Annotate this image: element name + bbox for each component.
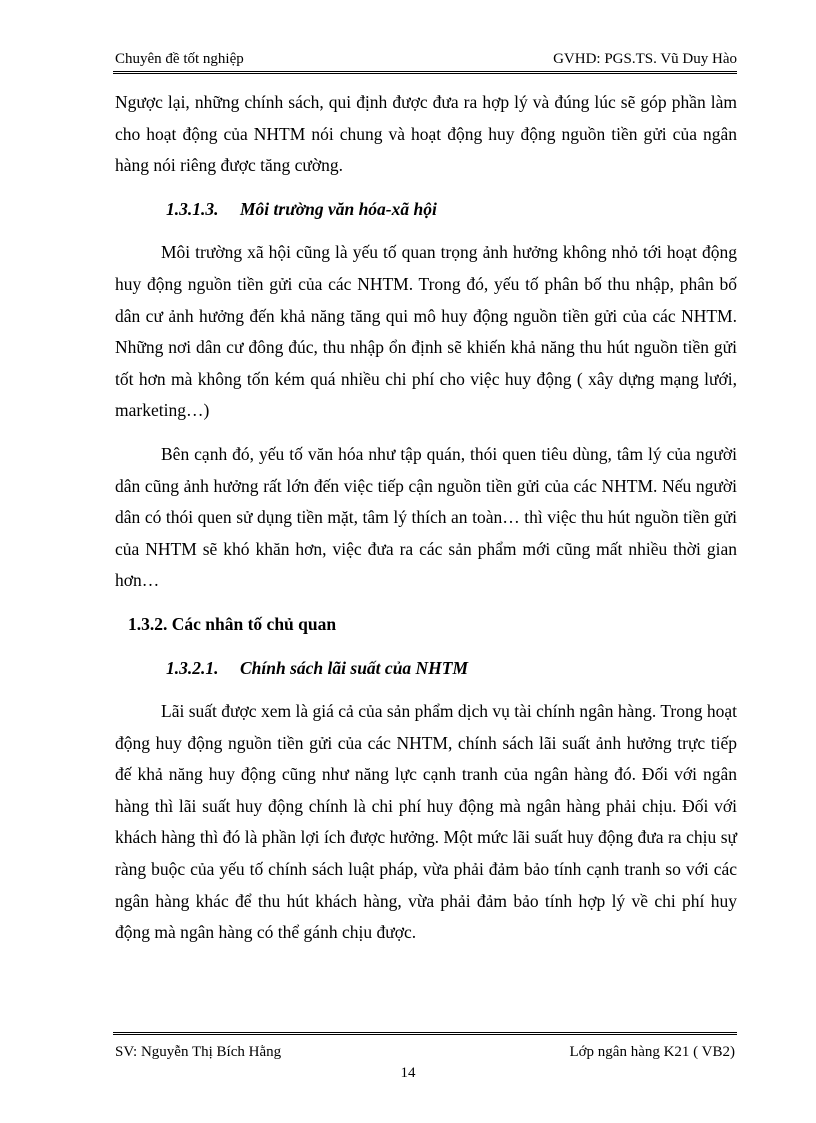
heading-number: 1.3.1.3. bbox=[166, 198, 219, 219]
heading-1-3-1-3 bbox=[115, 194, 737, 226]
footer-student-name: SV: Nguyễn Thị Bích Hằng bbox=[115, 1044, 282, 1060]
heading-title: Chính sách lãi suất của NHTM bbox=[240, 657, 469, 678]
header-supervisor: GVHD: PGS.TS. Vũ Duy Hào bbox=[553, 51, 737, 67]
footer-divider bbox=[113, 1032, 737, 1035]
paragraph-interest-rate-policy: Lãi suất được xem là giá cả của sản phẩm dịch vụ tài chính ngân hàng. Trong hoạt động huy động nguồn tiền gửi của các NHTM, chính sách lãi suất ảnh hưởng trực tiếp đế khả năng huy động cũng như năng lực cạnh tranh của ngân hàng đó. Đối với ngân hàng thì lãi suất huy động chính là chi phí huy động mà ngân hàng phải chịu. Đối với khách hàng thì đó là phần lợi ích được hưởng. Một mức lãi suất huy động đưa ra chịu sự ràng buộc của yếu tố chính sách luật pháp, vừa phải đảm bảo tính cạnh tranh so với các ngân hàng khác để thu hút khách hàng, vừa phải đảm bảo tính hợp lý về chi phí huy động mà ngân hàng có thể gánh chịu được. bbox=[115, 701, 737, 943]
page-header bbox=[113, 49, 737, 71]
heading-number: 1.3.2.1. bbox=[166, 657, 219, 678]
paragraph-policy-conclusion: Ngược lại, những chính sách, qui định được đưa ra hợp lý và đúng lúc sẽ góp phần làm cho hoạt động của NHTM nói chung và hoạt động huy động nguồn tiền gửi của ngân hàng nói riêng được tăng cường. bbox=[115, 92, 737, 176]
page-footer bbox=[113, 1042, 737, 1064]
paragraph-cultural-factors: Bên cạnh đó, yếu tố văn hóa như tập quán, thói quen tiêu dùng, tâm lý của người dân cũng ảnh hưởng rất lớn đến việc tiếp cận nguồn tiền gửi của các NHTM. Nếu người dân có thói quen sử dụng tiền mặt, tâm lý thích an toàn… thì việc thu hút nguồn tiền gửi của NHTM sẽ khó khăn hơn, việc đưa ra các sản phẩm mới cũng mất nhiều thời gian hơn… bbox=[115, 443, 737, 591]
header-divider bbox=[113, 71, 737, 74]
heading-title: Môi trường văn hóa-xã hội bbox=[240, 198, 437, 219]
footer-class-name: Lớp ngân hàng K21 ( VB2) bbox=[569, 1044, 735, 1060]
page-number: 14 bbox=[400, 1065, 416, 1081]
paragraph-social-environment: Môi trường xã hội cũng là yếu tố quan trọng ảnh hưởng không nhỏ tới hoạt động huy động nguồn tiền gửi của các NHTM. Trong đó, yếu tố phân bố thu nhập, phân bố dân cư ảnh hưởng đến khả năng tăng qui mô huy động nguồn tiền gửi của các NHTM. Những nơi dân cư đông đúc, thu nhập ổn định sẽ khiến khả năng thu hút nguồn tiền gửi tốt hơn mà không tốn kém quá nhiều chi phí cho việc huy động ( xây dựng mạng lưới, marketing…) bbox=[115, 242, 737, 421]
heading-1-3-2: 1.3.2. Các nhân tố chủ quan bbox=[128, 613, 337, 634]
heading-1-3-2-1 bbox=[115, 653, 737, 685]
header-document-title: Chuyên đề tốt nghiệp bbox=[115, 51, 244, 67]
document-body bbox=[115, 87, 737, 949]
